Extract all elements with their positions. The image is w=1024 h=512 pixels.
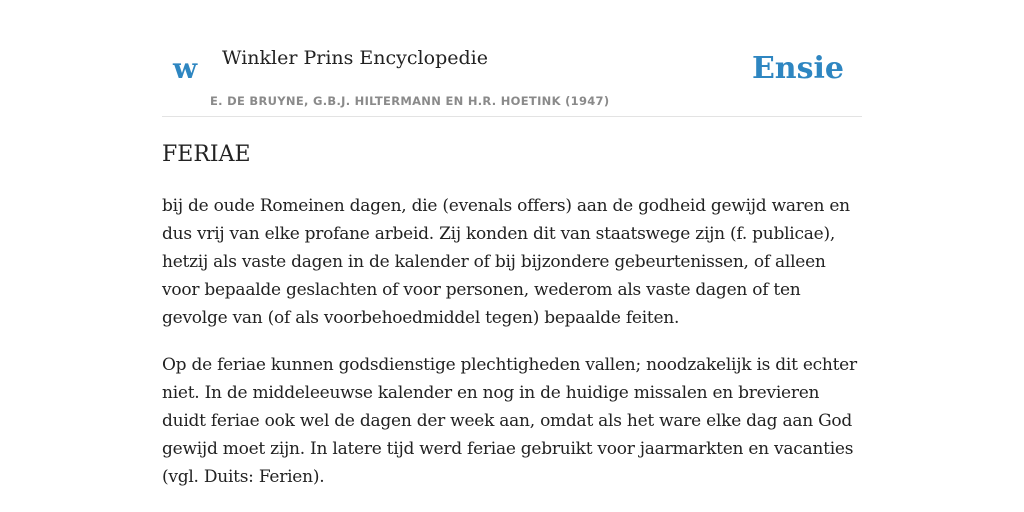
source-authors: E. DE BRUYNE, G.B.J. HILTERMANN EN H.R. HOETINK (1947) <box>210 94 610 108</box>
article-paragraph-1: bij de oude Romeinen dagen, die (evenals offers) aan de godheid gewijd waren en dus vrij van elke profane arbeid. Zij konden dit van staatswege zijn (f. publicae), hetzij als vaste dagen in de kalender of bij bijzondere gebeurtenissen, of alleen voor bepaalde geslachten of voor personen, wederom als vaste dagen of ten gevolge van (of als voorbehoedmiddel tegen) bepaalde feiten. <box>162 196 850 328</box>
source-title[interactable]: Winkler Prins Encyclopedie <box>222 47 488 69</box>
winkler-prins-logo-icon[interactable]: w <box>173 52 198 85</box>
article-title: FERIAE <box>162 142 251 167</box>
article <box>162 138 862 491</box>
article-paragraph-2: Op de feriae kunnen godsdienstige plechtigheden vallen; noodzakelijk is dit echter niet. In de middeleeuwse kalender en nog in de huidige missalen en brevieren duidt feriae ook wel de dagen der week aan, omdat als het ware elke dag aan God gewijd moet zijn. In latere tijd werd feriae gebruikt voor jaarmarkten en vacanties (vgl. Duits: Ferien). <box>162 355 857 487</box>
header <box>162 0 862 117</box>
ensie-logo[interactable]: Ensie <box>751 51 844 86</box>
